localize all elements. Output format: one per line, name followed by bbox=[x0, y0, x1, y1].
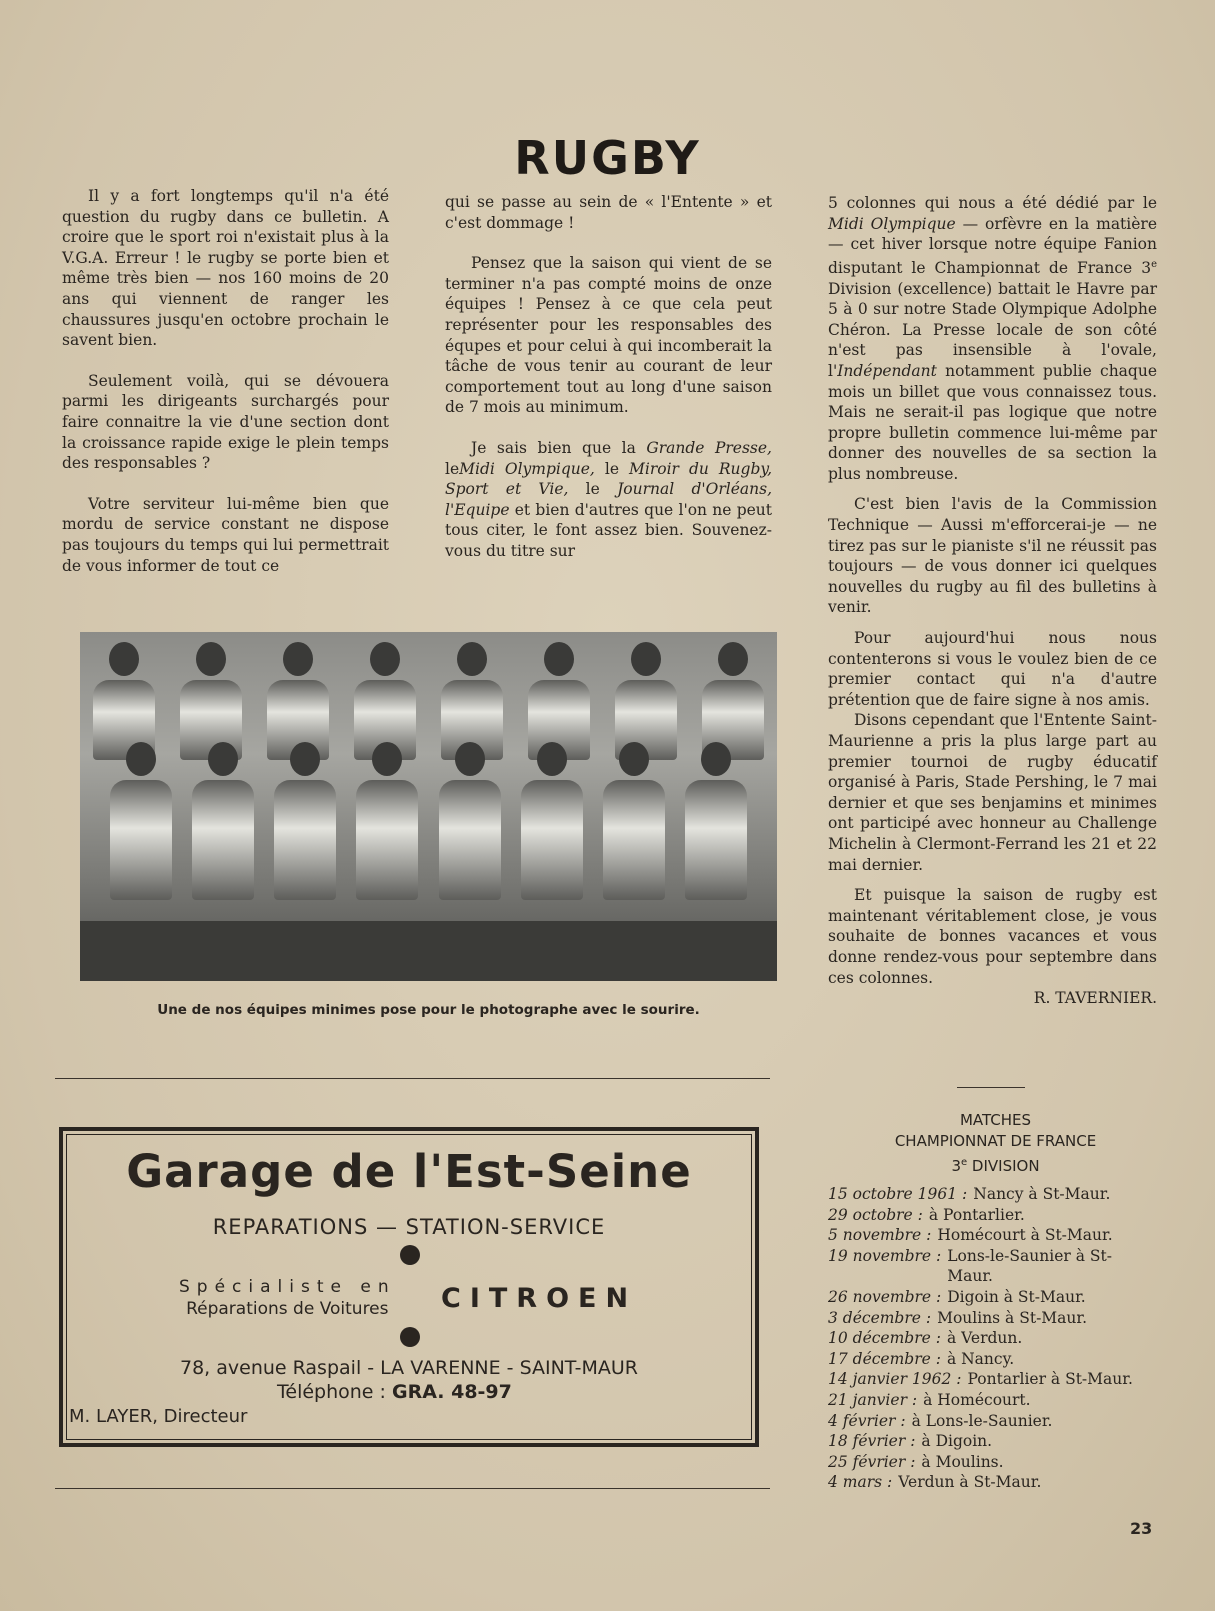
match-row bbox=[828, 1184, 1157, 1205]
divider bbox=[957, 1087, 1025, 1088]
matches-list bbox=[828, 1184, 1157, 1493]
match-date: 29 octobre : bbox=[828, 1205, 923, 1224]
match-row bbox=[828, 1308, 1157, 1329]
player-figure bbox=[110, 742, 172, 900]
ad-phone: Téléphone : GRA. 48-97 bbox=[277, 1381, 512, 1403]
match-date: 25 février : bbox=[828, 1452, 916, 1471]
match-date: 5 novembre : bbox=[828, 1226, 932, 1245]
ad-brand: CITROEN bbox=[441, 1283, 638, 1314]
player-figure bbox=[521, 742, 583, 900]
match-detail: Pontarlier à St-Maur. bbox=[967, 1370, 1133, 1389]
match-detail: à Nancy. bbox=[946, 1349, 1015, 1368]
match-detail: Lons-le-Saunier à St-Maur. bbox=[947, 1246, 1112, 1286]
article-paragraph: Seulement voilà, qui se dévouera parmi les dirigeants surchargés pour faire connaitre la vie d'une section dont la croissance rapide exige le plein temps des responsables ? bbox=[62, 371, 389, 473]
match-date: 19 novembre : bbox=[828, 1246, 942, 1265]
bullet-icon bbox=[400, 1327, 420, 1347]
match-row bbox=[828, 1472, 1157, 1493]
match-detail: à Digoin. bbox=[921, 1432, 993, 1451]
match-date: 15 octobre 1961 : bbox=[828, 1185, 968, 1203]
match-detail: à Lons-le-Saunier. bbox=[911, 1411, 1053, 1430]
article-paragraph: C'est bien l'avis de la Commission Technique — Aussi m'efforcerai-je — ne tirez pas sur le pianiste s'il ne réussit pas toujours — de vous donner ici quelques nouvelles du rugby au fil des bulletins à venir. bbox=[828, 495, 1157, 617]
article-paragraph: qui se passe au sein de « l'Entente » et c'est dommage ! bbox=[445, 193, 772, 232]
matches-schedule bbox=[828, 1110, 1157, 1493]
match-row bbox=[828, 1246, 1157, 1287]
player-figure bbox=[603, 742, 665, 900]
photo-caption: Une de nos équipes minimes pose pour le photographe avec le sourire. bbox=[157, 1002, 700, 1018]
article-column-2 bbox=[445, 192, 772, 582]
match-row bbox=[828, 1369, 1157, 1390]
match-detail: Digoin à St-Maur. bbox=[947, 1287, 1086, 1306]
photo-front-row bbox=[80, 742, 777, 900]
article-column-3 bbox=[828, 193, 1157, 1019]
match-row bbox=[828, 1390, 1157, 1411]
match-row bbox=[828, 1225, 1157, 1246]
match-row bbox=[828, 1328, 1157, 1349]
ad-director: M. LAYER, Directeur bbox=[69, 1406, 248, 1427]
divider bbox=[55, 1488, 770, 1489]
player-figure bbox=[685, 742, 747, 900]
author-signature: R. TAVERNIER. bbox=[1033, 989, 1157, 1008]
match-date: 18 février : bbox=[828, 1432, 916, 1451]
match-detail: à Verdun. bbox=[946, 1329, 1023, 1348]
ad-title: Garage de l'Est-Seine bbox=[126, 1145, 692, 1198]
match-detail: Moulins à St-Maur. bbox=[937, 1308, 1088, 1327]
photo-ground bbox=[80, 921, 777, 981]
match-row bbox=[828, 1287, 1157, 1308]
bullet-icon bbox=[400, 1245, 420, 1265]
ad-specialist: Spécialiste en Réparations de Voitures bbox=[179, 1277, 396, 1319]
match-detail: à Moulins. bbox=[921, 1452, 1004, 1471]
page-title: RUGBY bbox=[514, 130, 701, 185]
match-row bbox=[828, 1431, 1157, 1452]
article-paragraph: Pensez que la saison qui vient de se terminer n'a pas compté moins de onze équipes ! Pensez à ce que cela peut représenter pour les responsables des équpes et pour celui à qui incomberait la tâche de vous tenir au courant de leur comportement tout au long d'une saison de 7 mois au minimum. bbox=[445, 254, 772, 417]
article-column-1 bbox=[62, 186, 389, 596]
divider bbox=[55, 1078, 770, 1079]
match-date: 4 février : bbox=[828, 1411, 906, 1430]
match-date: 14 janvier 1962 : bbox=[828, 1370, 962, 1389]
player-figure bbox=[356, 742, 418, 900]
player-figure bbox=[439, 742, 501, 900]
article-paragraph: Disons cependant que l'Entente Saint-Maurienne a pris la plus large part au premier tournoi de rugby éducatif organisé à Paris, Stade Pershing, le 7 mai dernier et que ses benjamins et minimes ont participé avec honneur au Challenge Michelin à Clermont-Ferrand les 21 et 22 mai dernier. bbox=[828, 711, 1157, 874]
match-row bbox=[828, 1349, 1157, 1370]
player-figure bbox=[192, 742, 254, 900]
article-paragraph-press: Je sais bien que la Grande Presse, leMidi Olympique, le Miroir du Rugby, Sport et Vie, le Journal d'Orléans, l'Equipe et bien d'autres que l'on ne peut tous citer, le font assez bien. Souvenez-vous du titre sur bbox=[445, 438, 772, 560]
match-row bbox=[828, 1411, 1157, 1432]
match-detail: à Homécourt. bbox=[923, 1390, 1031, 1409]
article-paragraph: Pour aujourd'hui nous nous contenterons si vous le voulez bien de ce premier contact qui n'a d'autre prétention que de faire signe à nos amis. bbox=[828, 629, 1157, 709]
match-row bbox=[828, 1452, 1157, 1473]
match-row bbox=[828, 1205, 1157, 1226]
match-date: 21 janvier : bbox=[828, 1390, 918, 1409]
match-date: 26 novembre : bbox=[828, 1287, 942, 1306]
ad-address: 78, avenue Raspail - LA VARENNE - SAINT-MAUR bbox=[179, 1357, 639, 1379]
matches-heading: MATCHES CHAMPIONNAT DE FRANCE 3e DIVISION bbox=[894, 1111, 1097, 1175]
player-figure bbox=[274, 742, 336, 900]
match-detail: Nancy à St-Maur. bbox=[973, 1185, 1111, 1203]
team-photo bbox=[80, 632, 777, 981]
match-detail: Verdun à St-Maur. bbox=[898, 1473, 1042, 1492]
article-paragraph-midi: 5 colonnes qui nous a été dédié par le Midi Olympique — orfèvre en la matière — cet hiver lorsque notre équipe Fanion disputant le Championnat de France 3e Division (excellence) battait le Havre par 5 à 0 sur notre Stade Olympique Adolphe Chéron. La Presse locale de son côté n'est pas insensible à l'ovale, l'Indépendant notamment publie chaque mois un billet que vous connaissez tous. Mais ne serait-il pas logique que notre propre bulletin commence lui-même par donner des nouvelles de sa section la plus nombreuse. bbox=[828, 194, 1157, 483]
match-detail: à Pontarlier. bbox=[928, 1205, 1025, 1224]
article-paragraph: Et puisque la saison de rugby est maintenant véritablement close, je vous souhaite de bonnes vacances et vous donne rendez-vous pour septembre dans ces colonnes. bbox=[828, 886, 1157, 987]
page-number: 23 bbox=[1130, 1519, 1153, 1538]
match-date: 10 décembre : bbox=[828, 1329, 941, 1348]
garage-advertisement bbox=[59, 1127, 759, 1447]
article-paragraph: Il y a fort longtemps qu'il n'a été question du rugby dans ce bulletin. A croire que le sport roi n'existait plus à la V.G.A. Erreur ! le rugby se porte bien et même très bien — nos 160 moins de 20 ans qui viennent de ranger les chaussures jusqu'en octobre prochain le savent bien. bbox=[62, 187, 389, 350]
match-date: 4 mars : bbox=[828, 1473, 893, 1492]
article-paragraph: Votre serviteur lui-même bien que mordu de service constant ne dispose pas toujours du temps qui lui permettrait de vous informer de tout ce bbox=[62, 494, 389, 575]
match-date: 3 décembre : bbox=[828, 1308, 932, 1327]
match-detail: Homécourt à St-Maur. bbox=[937, 1226, 1113, 1245]
match-date: 17 décembre : bbox=[828, 1349, 941, 1368]
ad-services: REPARATIONS — STATION-SERVICE bbox=[212, 1215, 606, 1239]
